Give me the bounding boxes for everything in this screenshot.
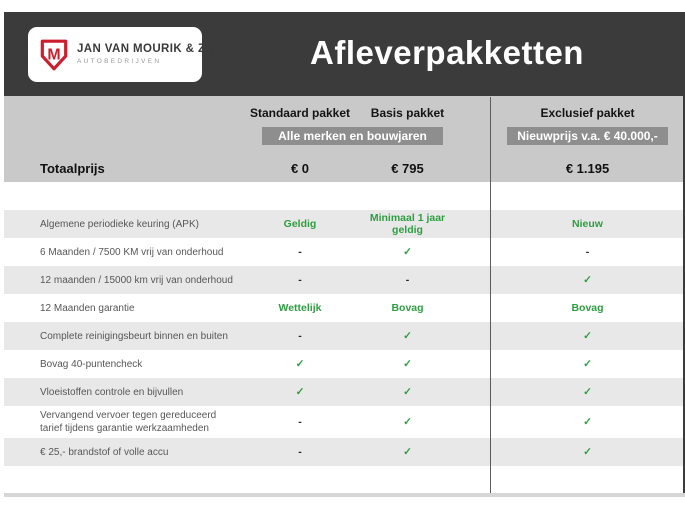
table-row xyxy=(4,294,685,322)
bottom-strip xyxy=(4,493,685,497)
feature-label: Vloeistoffen controle en bijvullen xyxy=(40,386,184,398)
badge-new-price: Nieuwprijs v.a. € 40.000,- xyxy=(507,127,668,145)
feature-value-exclusief: ✓ xyxy=(583,446,592,458)
brand-logo-letter: M xyxy=(47,45,61,63)
brand-subtitle: AUTOBEDRIJVEN xyxy=(77,58,162,66)
feature-value-exclusief: ✓ xyxy=(583,358,592,370)
table-row xyxy=(4,322,685,350)
page-title: Afleverpakketten xyxy=(310,34,584,71)
feature-value-basis: ✓ xyxy=(403,416,412,428)
features-table xyxy=(4,210,685,466)
table-row xyxy=(4,406,685,438)
table-row xyxy=(4,210,685,238)
feature-value-standaard: Geldig xyxy=(283,218,317,230)
feature-value-basis: - xyxy=(405,274,410,286)
table-row xyxy=(4,438,685,466)
feature-value-standaard: ✓ xyxy=(295,358,305,370)
feature-value-standaard: - xyxy=(298,416,302,428)
feature-value-basis: Minimaal 1 jaar geldig xyxy=(369,212,446,236)
table-row xyxy=(4,238,685,266)
top-bar xyxy=(4,12,685,96)
feature-value-standaard: - xyxy=(298,274,302,286)
column-divider xyxy=(490,97,491,495)
feature-value-basis: ✓ xyxy=(403,386,412,398)
badge-all-brands: Alle merken en bouwjaren xyxy=(262,127,443,145)
total-exclusief: € 1.195 xyxy=(565,160,610,176)
feature-value-basis: ✓ xyxy=(403,358,412,370)
feature-value-standaard: - xyxy=(298,246,302,258)
feature-value-basis: Bovag xyxy=(391,302,424,314)
package-names-row xyxy=(4,106,685,120)
feature-label: 12 Maanden garantie xyxy=(40,302,135,314)
feature-label: 6 Maanden / 7500 KM vrij van onderhoud xyxy=(40,246,224,258)
table-row xyxy=(4,350,685,378)
feature-value-exclusief: ✓ xyxy=(583,416,592,428)
feature-value-basis: ✓ xyxy=(403,246,412,258)
brand-name: JAN VAN MOURIK & ZN xyxy=(77,43,215,56)
totals-label: Totaalprijs xyxy=(40,160,105,176)
column-header-standaard: Standaard pakket xyxy=(249,106,351,120)
feature-value-exclusief: ✓ xyxy=(583,274,592,286)
feature-label: Bovag 40-puntencheck xyxy=(40,358,143,370)
package-header-section xyxy=(4,96,685,182)
feature-value-exclusief: ✓ xyxy=(583,386,592,398)
feature-value-basis: ✓ xyxy=(403,446,412,458)
feature-value-basis: ✓ xyxy=(403,330,412,342)
feature-value-exclusief: Nieuw xyxy=(572,218,603,230)
feature-value-exclusief: ✓ xyxy=(583,330,592,342)
feature-value-standaard: Wettelijk xyxy=(278,302,322,314)
total-standaard: € 0 xyxy=(290,160,310,176)
table-row xyxy=(4,266,685,294)
column-header-basis: Basis pakket xyxy=(370,106,445,120)
feature-value-exclusief: Bovag xyxy=(571,302,604,314)
badge-row xyxy=(4,127,685,145)
feature-label: 12 maanden / 15000 km vrij van onderhoud xyxy=(40,274,233,286)
feature-value-standaard: - xyxy=(298,446,302,458)
feature-value-standaard: - xyxy=(298,330,302,342)
totals-row xyxy=(4,156,685,180)
table-row xyxy=(4,378,685,406)
feature-value-exclusief: - xyxy=(585,246,590,258)
feature-label: Algemene periodieke keuring (APK) xyxy=(40,218,199,230)
column-header-exclusief: Exclusief pakket xyxy=(540,106,635,120)
feature-value-standaard: ✓ xyxy=(295,386,305,398)
feature-label: Vervangend vervoer tegen gereduceerd tarief tijdens garantie werkzaamheden xyxy=(40,410,217,434)
feature-label: Complete reinigingsbeurt binnen en buiten xyxy=(40,330,228,342)
feature-label: € 25,- brandstof of volle accu xyxy=(40,446,169,458)
total-basis: € 795 xyxy=(391,160,424,176)
